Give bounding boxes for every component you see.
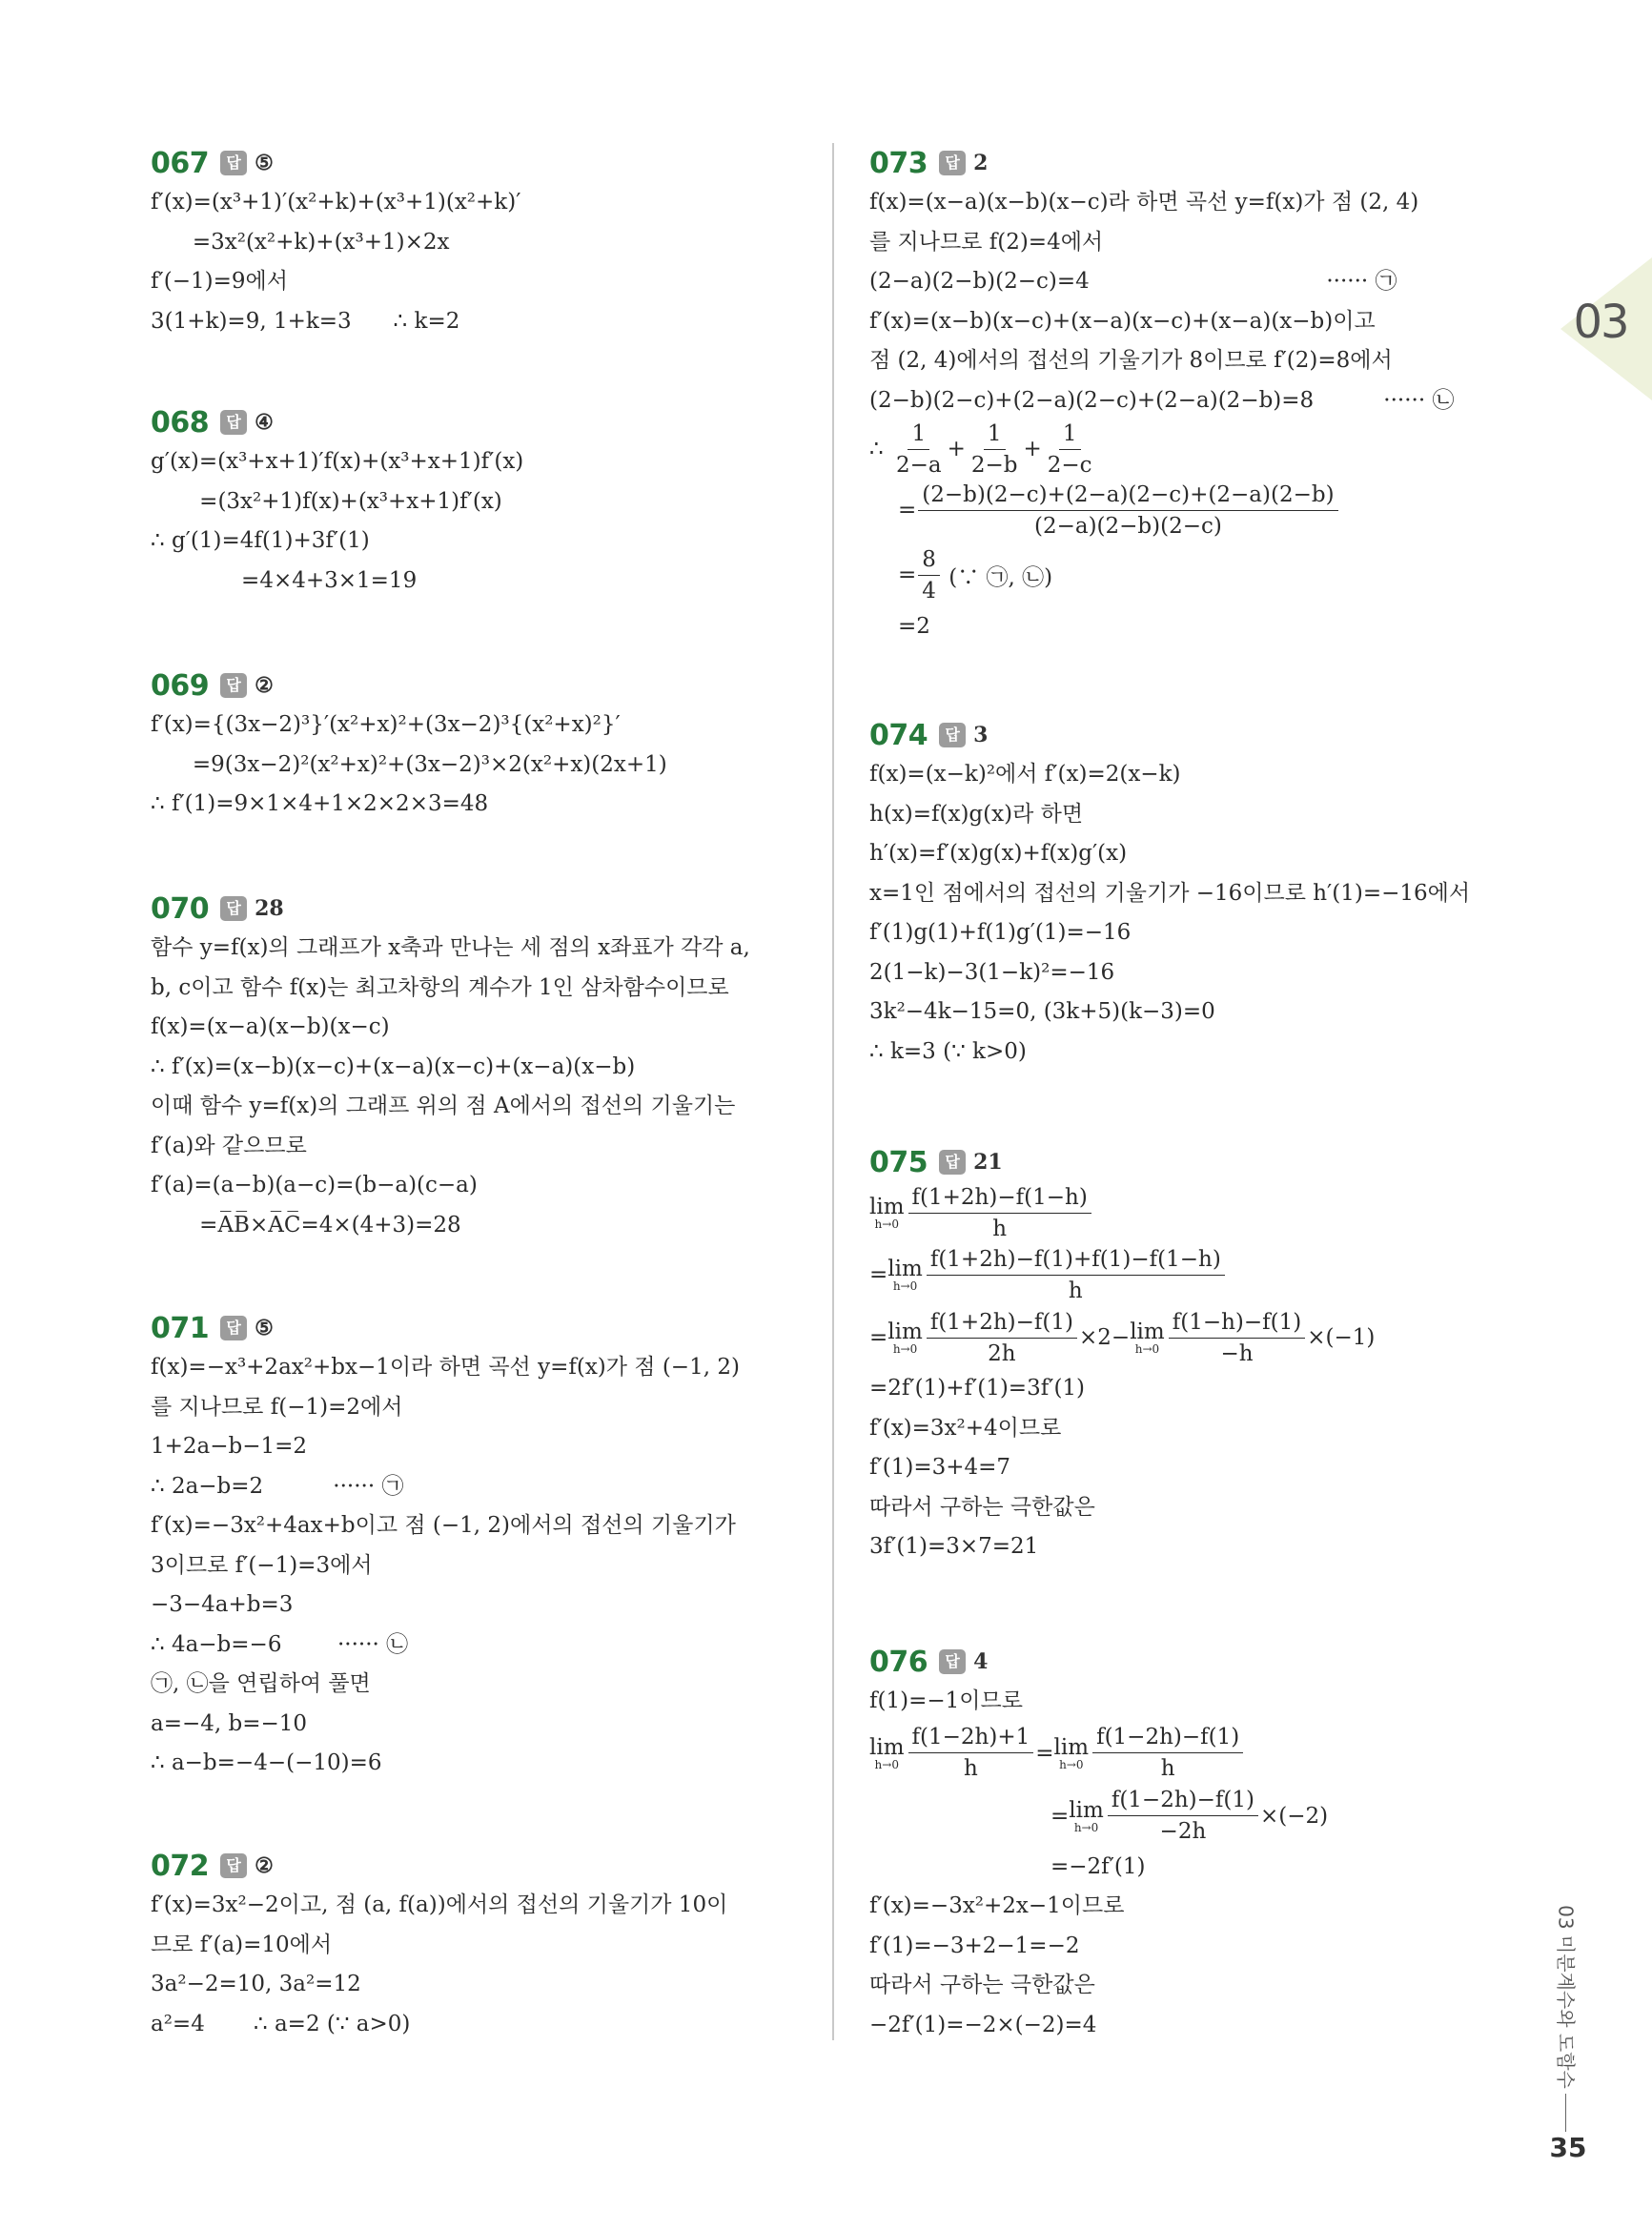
operator-text: ×(−2)	[1260, 1803, 1329, 1829]
solution-line: f(1)=−1이므로	[869, 1688, 1023, 1713]
solution-line: =2	[898, 614, 930, 639]
lim-subscript: h→0	[1073, 1820, 1099, 1834]
solution-line: ∴ a−b=−4−(−10)=6	[151, 1750, 382, 1775]
problem-076	[869, 1642, 1527, 2045]
solution-line: ∴ k=3 (∵ k>0)	[869, 1038, 1027, 1064]
solution-line: f′(a)=(a−b)(a−c)=(b−a)(c−a)	[151, 1173, 478, 1197]
answer-tag: 답	[939, 723, 966, 747]
solution-line: ∴ g′(1)=4f(1)+3f′(1)	[151, 528, 370, 553]
solution-line: f′(x)=(x−b)(x−c)+(x−a)(x−c)+(x−a)(x−b)이고	[869, 308, 1376, 334]
problem-number: 071	[151, 1311, 210, 1345]
problem-069	[151, 665, 818, 825]
fraction-row	[869, 478, 1527, 542]
fraction-sum-row: ∴ $\frac{1}{2-a}$ + $\frac{1}{2-b}$ + $\frac{1}{2-c}$	[869, 420, 1527, 478]
solution-line: (2−a)(2−b)(2−c)=4 ······ ㉠	[869, 269, 1397, 294]
equals-sign: =	[869, 1325, 888, 1350]
problem-071	[151, 1308, 818, 1784]
solution-line: 이때 함수 y=f(x)의 그래프 위의 점 A에서의 접선의 기울기는	[151, 1094, 736, 1118]
limit-row	[869, 1306, 1527, 1369]
equals-sign: =	[898, 498, 917, 522]
solution-line: =−2f′(1)	[1050, 1853, 1146, 1879]
solution-line: f′(x)=(x³+1)′(x²+k)+(x³+1)(x²+k)′	[151, 190, 521, 215]
problem-075	[869, 1142, 1527, 1567]
limit-operator	[869, 1736, 905, 1770]
denominator: (2−a)(2−b)(2−c)	[1033, 513, 1222, 539]
fraction	[1169, 1309, 1306, 1367]
solution-line: f(x)=(x−a)(x−b)(x−c)라 하면 곡선 y=f(x)가 점 (2, 4)	[869, 190, 1419, 215]
fraction	[1108, 1787, 1258, 1845]
problem-067	[151, 143, 818, 341]
solution-line: =A̅B̅×A̅C̅=4×(4+3)=28	[151, 1212, 461, 1238]
lim-word: lim	[1069, 1797, 1104, 1823]
solution-line: a²=4 ∴ a=2 (∵ a>0)	[151, 2011, 411, 2036]
answer-value: 2	[973, 151, 989, 175]
solution-line: f(x)=(x−k)²에서 f′(x)=2(x−k)	[869, 762, 1181, 787]
equals-sign: =	[1035, 1740, 1054, 1766]
chapter-tab-label: 03	[1573, 296, 1628, 349]
solution-line: f′(x)=−3x²+4ax+b이고 점 (−1, 2)에서의 접선의 기울기가	[151, 1513, 736, 1538]
problem-072	[151, 1846, 818, 2044]
solution-line: ∴ 2a−b=2 ······ ㉠	[151, 1473, 404, 1499]
limit-operator	[869, 1196, 905, 1230]
operator-text: ×2−	[1079, 1325, 1131, 1350]
fraction	[918, 546, 940, 604]
answer-tag: 답	[939, 151, 966, 175]
solution-line: 3이므로 f′(−1)=3에서	[151, 1552, 373, 1578]
answer-tag: 답	[220, 151, 247, 175]
numerator: f(1+2h)−f(1−h)	[908, 1184, 1091, 1214]
solution-line: f′(x)={(3x−2)³}′(x²+x)²+(3x−2)³{(x²+x)²}′	[151, 712, 621, 737]
solution-line: f′(1)g(1)+f(1)g′(1)=−16	[869, 920, 1132, 945]
fraction	[1044, 420, 1096, 479]
answer-tag: 답	[220, 896, 247, 921]
lim-word: lim	[869, 1195, 905, 1219]
solution-line: f′(1)=3+4=7	[869, 1455, 1011, 1480]
limit-row	[869, 1785, 1527, 1848]
answer-tag: 답	[939, 1649, 966, 1674]
numerator: 1	[1059, 420, 1081, 450]
denominator: h	[1068, 1278, 1083, 1303]
answer-tag: 답	[220, 1853, 247, 1878]
lim-subscript: h→0	[892, 1279, 918, 1293]
numerator: f(1−2h)−f(1)	[1108, 1787, 1258, 1816]
solution-line: x=1인 점에서의 접선의 기울기가 −16이므로 h′(1)=−16에서	[869, 880, 1471, 906]
problem-number: 069	[151, 668, 210, 703]
solution-line: ∴ 4a−b=−6 ······ ㉡	[151, 1631, 409, 1657]
equals-sign: =	[1050, 1803, 1070, 1829]
lim-subscript: h→0	[892, 1342, 918, 1356]
denominator: −2h	[1159, 1819, 1207, 1844]
fraction	[927, 1246, 1225, 1304]
numerator: f(1−2h)−f(1)	[1092, 1724, 1243, 1753]
lim-subscript: h→0	[1059, 1757, 1084, 1771]
denominator: −h	[1220, 1340, 1254, 1366]
fraction	[908, 1184, 1091, 1242]
running-title	[1548, 1897, 1586, 2088]
lim-word: lim	[887, 1320, 923, 1344]
lim-word: lim	[869, 1734, 905, 1760]
numerator: f(1+2h)−f(1)+f(1)−f(1−h)	[927, 1246, 1225, 1276]
solution-line: (2−b)(2−c)+(2−a)(2−c)+(2−a)(2−b)=8 ······ ㉡	[869, 387, 1455, 413]
numerator: f(1−h)−f(1)	[1169, 1309, 1306, 1339]
lim-word: lim	[1053, 1734, 1090, 1760]
numerator: f(1+2h)−f(1)	[927, 1309, 1077, 1339]
solution-line: 3a²−2=10, 3a²=12	[151, 1972, 361, 1996]
lim-word: lim	[887, 1257, 923, 1281]
answer-tag: 답	[220, 1316, 247, 1340]
denominator: 2−c	[1047, 452, 1092, 478]
fraction	[918, 481, 1337, 540]
problem-068	[151, 402, 818, 601]
solution-line: f(x)=(x−a)(x−b)(x−c)	[151, 1014, 390, 1039]
equals-sign: =	[869, 1262, 888, 1287]
running-title-text: 03 미분계수와 도함수	[1554, 1905, 1578, 2089]
answer-tag: 답	[939, 1150, 966, 1175]
answer-tag: 답	[220, 410, 247, 435]
limit-operator	[887, 1258, 923, 1292]
problem-number: 075	[869, 1145, 928, 1179]
lim-word: lim	[1130, 1320, 1165, 1344]
denominator: h	[1160, 1756, 1175, 1781]
solution-line: f′(x)=−3x²+2x−1이므로	[869, 1893, 1125, 1918]
solution-line: a=−4, b=−10	[151, 1710, 308, 1736]
denominator: h	[992, 1216, 1008, 1241]
solution-line: f(x)=−x³+2ax²+bx−1이라 하면 곡선 y=f(x)가 점 (−1, 2)	[151, 1355, 740, 1380]
numerator: 1	[984, 420, 1006, 450]
fraction	[892, 420, 946, 479]
equals-sign: =	[898, 563, 917, 587]
problem-074	[869, 715, 1527, 1072]
problem-073	[869, 143, 1527, 647]
solution-line: g′(x)=(x³+x+1)′f(x)+(x³+x+1)f′(x)	[151, 449, 524, 474]
problem-number: 070	[151, 891, 210, 926]
solution-line: 점 (2, 4)에서의 접선의 기울기가 8이므로 f′(2)=8에서	[869, 348, 1393, 373]
denominator: 2−b	[970, 452, 1018, 478]
lim-subscript: h→0	[1134, 1342, 1160, 1356]
answer-value: ⑤	[255, 151, 274, 175]
problem-number: 076	[869, 1645, 928, 1679]
denominator: 4	[922, 578, 936, 604]
solution-line: 1+2a−b−1=2	[151, 1434, 308, 1459]
solution-line: 2(1−k)−3(1−k)²=−16	[869, 959, 1115, 985]
numerator: 1	[908, 420, 929, 450]
solution-line: ∴ f′(x)=(x−b)(x−c)+(x−a)(x−c)+(x−a)(x−b)	[151, 1054, 636, 1079]
solution-line: −2f′(1)=−2×(−2)=4	[869, 2012, 1097, 2037]
solution-line: f′(x)=3x²−2이고, 점 (a, f(a))에서의 접선의 기울기가 10이	[151, 1892, 728, 1917]
lim-subscript: h→0	[874, 1217, 899, 1231]
fraction	[968, 420, 1022, 479]
solution-line: f′(x)=3x²+4이므로	[869, 1415, 1062, 1441]
limit-row	[869, 1722, 1527, 1785]
answer-value: 21	[973, 1150, 1003, 1175]
page-number: 35	[1549, 2132, 1587, 2163]
problem-number: 072	[151, 1849, 210, 1883]
limit-operator	[1054, 1736, 1090, 1770]
numerator: f(1−2h)+1	[908, 1724, 1034, 1753]
fraction-row	[869, 542, 1527, 607]
solution-line: 함수 y=f(x)의 그래프가 x축과 만나는 세 점의 x좌표가 각각 a,	[151, 935, 750, 960]
answer-value: ②	[255, 1853, 274, 1878]
solution-line: f′(1)=−3+2−1=−2	[869, 1933, 1080, 1958]
solution-line: =(3x²+1)f(x)+(x³+x+1)f′(x)	[151, 488, 502, 514]
answer-value: 28	[255, 896, 284, 921]
solution-line: 따라서 구하는 극한값은	[869, 1973, 1095, 1997]
solution-line: 를 지나므로 f(−1)=2에서	[151, 1394, 403, 1420]
lim-subscript: h→0	[874, 1757, 899, 1771]
solution-line: f′(a)와 같으므로	[151, 1133, 307, 1158]
solution-line: b, c이고 함수 f(x)는 최고차항의 계수가 1인 삼차함수이므로	[151, 974, 729, 1000]
problem-number: 068	[151, 405, 210, 440]
solution-line: ㉠, ㉡을 연립하여 풀면	[151, 1671, 371, 1696]
solution-line: h′(x)=f′(x)g(x)+f(x)g′(x)	[869, 841, 1128, 866]
fraction	[908, 1724, 1034, 1782]
problem-070	[151, 889, 818, 1245]
therefore-prefix: ∴	[869, 437, 890, 461]
solution-line: h(x)=f(x)g(x)라 하면	[869, 801, 1084, 827]
limit-operator	[1069, 1799, 1104, 1833]
solution-line: =2f′(1)+f′(1)=3f′(1)	[869, 1376, 1086, 1401]
problem-number: 073	[869, 146, 928, 180]
solution-line: f′(−1)=9에서	[151, 269, 288, 294]
solution-line: 를 지나므로 f(2)=4에서	[869, 229, 1104, 255]
solution-line: −3−4a+b=3	[151, 1592, 294, 1617]
problem-number: 067	[151, 146, 210, 180]
numerator: 8	[918, 546, 940, 576]
limit-row	[869, 1243, 1527, 1306]
solution-line: 3k²−4k−15=0, (3k+5)(k−3)=0	[869, 999, 1215, 1024]
problem-number: 074	[869, 718, 928, 752]
answer-value: 3	[973, 723, 989, 747]
solution-line: =3x²(x²+k)+(x³+1)×2x	[151, 229, 450, 255]
answer-value: ②	[255, 673, 274, 698]
numerator: (2−b)(2−c)+(2−a)(2−c)+(2−a)(2−b)	[918, 481, 1337, 511]
solution-line: 3(1+k)=9, 1+k=3 ∴ k=2	[151, 308, 460, 334]
fraction	[927, 1309, 1077, 1367]
limit-operator	[887, 1320, 923, 1355]
answer-tag: 답	[220, 673, 247, 698]
operator-text: ×(−1)	[1307, 1325, 1376, 1350]
reason-text: (∵ ㉠, ㉡)	[941, 564, 1053, 590]
limit-row	[869, 1182, 1527, 1243]
solution-line: ∴ f′(1)=9×1×4+1×2×2×3=48	[151, 791, 489, 816]
solution-line: =9(3x−2)²(x²+x)²+(3x−2)³×2(x²+x)(2x+1)	[151, 751, 667, 777]
solution-line: 므로 f′(a)=10에서	[151, 1932, 333, 1957]
answer-value: ⑤	[255, 1316, 274, 1340]
denominator: 2−a	[895, 452, 942, 478]
answer-value: ④	[255, 410, 274, 435]
solution-line: 3f′(1)=3×7=21	[869, 1534, 1039, 1559]
solution-line: =4×4+3×1=19	[151, 567, 418, 593]
column-divider	[832, 143, 834, 2040]
chapter-tab	[1549, 257, 1652, 400]
denominator: 2h	[988, 1340, 1016, 1366]
answer-value: 4	[973, 1649, 989, 1674]
solution-line: 따라서 구하는 극한값은	[869, 1494, 1095, 1520]
fraction	[1092, 1724, 1243, 1782]
denominator: h	[963, 1756, 978, 1781]
limit-operator	[1130, 1320, 1165, 1355]
page-rule	[1565, 2094, 1566, 2132]
